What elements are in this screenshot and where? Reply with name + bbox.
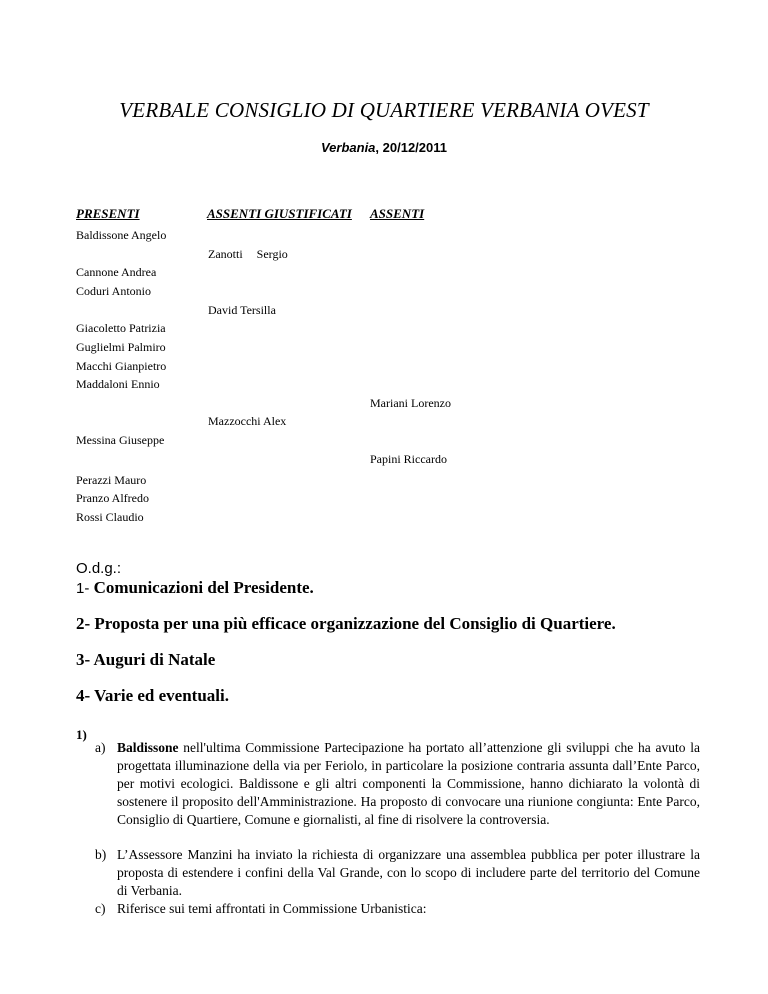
agenda-item <box>76 578 314 598</box>
document-title: VERBALE CONSIGLIO DI QUARTIERE VERBANIA OVEST <box>119 98 649 122</box>
attendee-last-name: Sergio <box>256 247 288 261</box>
paragraph-text: L’Assessore Manzini ha inviato la richiesta di organizzare una assemblea pubblica per poter illustrare la proposta di estendere i confini della Val Grande, con lo scopo di includere parte del territorio del Comune di Verbania. <box>117 847 700 898</box>
paragraph-a <box>95 739 700 829</box>
paragraph-b <box>95 846 700 900</box>
paragraph-subject: Baldissone <box>117 740 179 755</box>
agenda-label: O.d.g.: <box>76 560 122 577</box>
agenda-item: 2- Proposta per una più efficace organizzazione del Consiglio di Quartiere. <box>76 614 616 633</box>
attendee-first-name: Zanotti <box>208 247 243 261</box>
attendee-present: Baldissone Angelo <box>76 228 167 242</box>
attendee-present: Guglielmi Palmiro <box>76 340 166 354</box>
column-header-absent: ASSENTI <box>370 206 425 221</box>
document-dateline <box>0 140 768 155</box>
attendee-present: Perazzi Mauro <box>76 473 147 487</box>
attendee-absent: Papini Riccardo <box>370 452 447 466</box>
attendee-present: Maddaloni Ennio <box>76 377 160 391</box>
paragraph-text: Riferisce sui temi affrontati in Commissione Urbanistica: <box>117 901 427 916</box>
attendee-present: Pranzo Alfredo <box>76 491 149 505</box>
agenda-item: 4- Varie ed eventuali. <box>76 686 229 705</box>
dateline-date: , 20/12/2011 <box>375 140 447 155</box>
paragraph-c <box>95 900 700 918</box>
attendee-present: Messina Giuseppe <box>76 433 165 447</box>
paragraph-label: a) <box>95 740 106 755</box>
agenda-item-number: 1- <box>76 580 90 597</box>
attendee-present: Cannone Andrea <box>76 265 157 279</box>
column-header-present: PRESENTI <box>76 206 140 221</box>
dateline-city: Verbania <box>320 140 376 155</box>
attendee-absent: Mariani Lorenzo <box>370 396 451 410</box>
attendee-present: Coduri Antonio <box>76 284 152 298</box>
paragraph-text: nell'ultima Commissione Partecipazione ha portato all’attenzione gli sviluppi che ha avuto la progettata illuminazione della via per Feriolo, in particolare la posizione contraria assunta dall’Ente Parco, per motivi ecologici. Baldissone e gli altri componenti la Commissione, hanno dichiarato la volontà di sostenere il proposito dell'Amministrazione. Ha proposto di convocare una riunione congiunta: Ente Parco, Consiglio di Quartiere, Comune e giornalisti, al fine di risolvere la controversia. <box>117 740 700 827</box>
paragraph-label: b) <box>95 847 107 862</box>
attendee-present: Macchi Gianpietro <box>76 359 167 373</box>
attendee-justified: Mazzocchi Alex <box>208 414 287 428</box>
section-number: 1) <box>76 727 87 742</box>
paragraph-label: c) <box>95 901 106 916</box>
attendee-present: Rossi Claudio <box>76 510 144 524</box>
attendee-justified: David Tersilla <box>208 303 276 317</box>
agenda-item: 3- Auguri di Natale <box>76 650 216 669</box>
attendee-justified <box>208 247 288 262</box>
agenda-item-text: Comunicazioni del Presidente. <box>93 578 314 597</box>
attendee-present: Giacoletto Patrizia <box>76 321 166 335</box>
column-header-justified: ASSENTI GIUSTIFICATI <box>207 206 352 221</box>
